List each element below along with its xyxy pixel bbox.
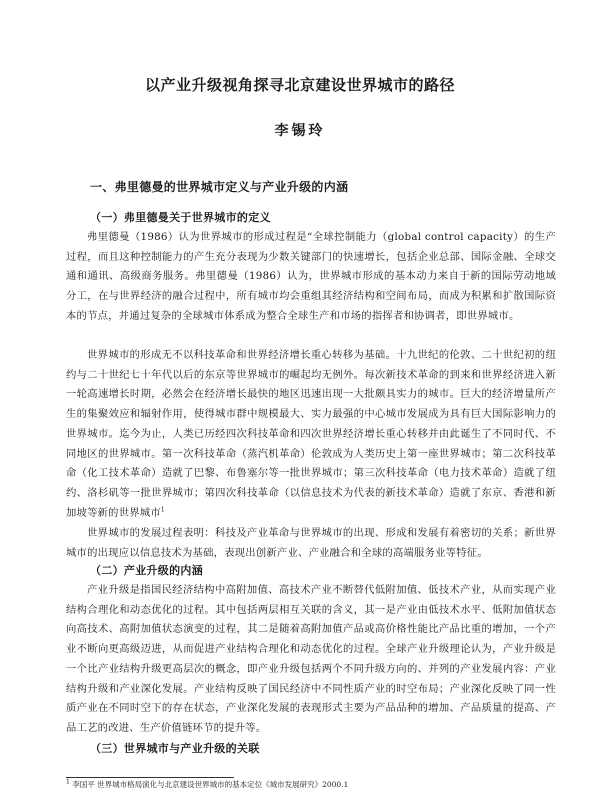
footnote-mark: 1 [66,778,70,786]
footnote [66,780,566,790]
paragraph-4: 产业升级是指国民经济结构中高附加值、高技术产业不断替代低附加值、低技术产业，从而实现产业结构合理化和动态优化的过程。其中包括两层相互关联的含义，其一是产业由低技术水平、低附加值状态向高技术、高附加值状态演变的过程，其二是随着高附加值产品或高价格性能比产品比重的增加，一个产业不断向更高级迈进，从而促进产业结构合理化和动态优化的过程。全球产业升级理论认为，产业升级是一个比产业结构升级更高层次的概念，即产业升级包括两个不同升级方向的、并列的产业发展内容：产业结构升级和产业深化发展。产业结构反映了国民经济中不同性质产业的时空布局；产业深化反映了同一性质产业在不同时空下的存在状态，产业深化发展的表现形式主要为产品品种的增加、产品质量的提高、产品工艺的改进、生产价值链环节的提升等。 [66,584,556,734]
footnote-text: 李国平 世界城市格局演化与北京建设世界城市的基本定位《城市发展研究》2000.1 [72,780,349,789]
paper-title: 以产业升级视角探寻北京建设世界城市的路径 [144,76,455,94]
section-heading-1: 一、弗里德曼的世界城市定义与产业升级的内涵 [90,180,349,194]
subsection-heading-1: （一）弗里德曼关于世界城市的定义 [90,211,271,224]
subsection-heading-2: （二）产业升级的内涵 [90,564,203,577]
author-name: 李锡玲 [274,123,326,139]
footnote-reference: 1 [160,506,165,514]
footnote-divider [66,777,234,778]
paragraph-2 [66,346,556,523]
paragraph-3: 世界城市的发展过程表明：科技及产业革命与世界城市的出现、形成和发展有着密切的关系；新世界城市的出现应以信息技术为基础，表现出创新产业、产业融合和全球的高端服务业等特征。 [66,527,556,559]
paragraph-1: 弗里德曼（1986）认为世界城市的形成过程是“全球控制能力（global control capacity）的生产过程，而且这种控制能力的产生充分表现为少数关键部门的快速增长，包括企业总部、国际金融、全球交通和通讯、高级商务服务。弗里德曼（1986）认为，世界城市形成的基本动力来自于新的国际劳动地域分工，在与世界经济的融合过程中，所有城市均会重组其经济结构和空间布局，而成为积累和扩散国际资本的节点，并通过复杂的全球城市体系成为整合全球生产和市场的指挥者和协调者，即世界城市。 [66,231,556,322]
subsection-heading-3: （三）世界城市与产业升级的关联 [90,742,260,755]
paragraph-2-text: 世界城市的形成无不以科技革命和世界经济增长重心转移为基础。十九世纪的伦敦、二十世纪初的纽约与二十世纪七十年代以后的东京等世界城市的崛起均无例外。每次新技术革命的到来和世界经济进入新一轮高速增长时期，必然会在经济增长最快的地区迅速出现一大批颇具实力的城市。巨大的经济增量所产生的集聚效应和辐射作用，使得城市群中规模最大、实力最强的中心城市发展成为具有巨大国际影响力的世界城市。迄今为止，人类已历经四次科技革命和四次世界经济增长重心转移并由此诞生了不同时代、不同地区的世界城市。第一次科技革命（蒸汽机革命）伦敦成为人类历史上第一座世界城市；第二次科技革命（化工技术革命）造就了巴黎、布鲁塞尔等一批世界城市；第三次科技革命（电力技术革命）造就了纽约、洛杉矶等一批世界城市；第四次科技革命（以信息技术为代表的新技术革命）造就了东京、香港和新加坡等新的世界城市 [66,349,556,519]
